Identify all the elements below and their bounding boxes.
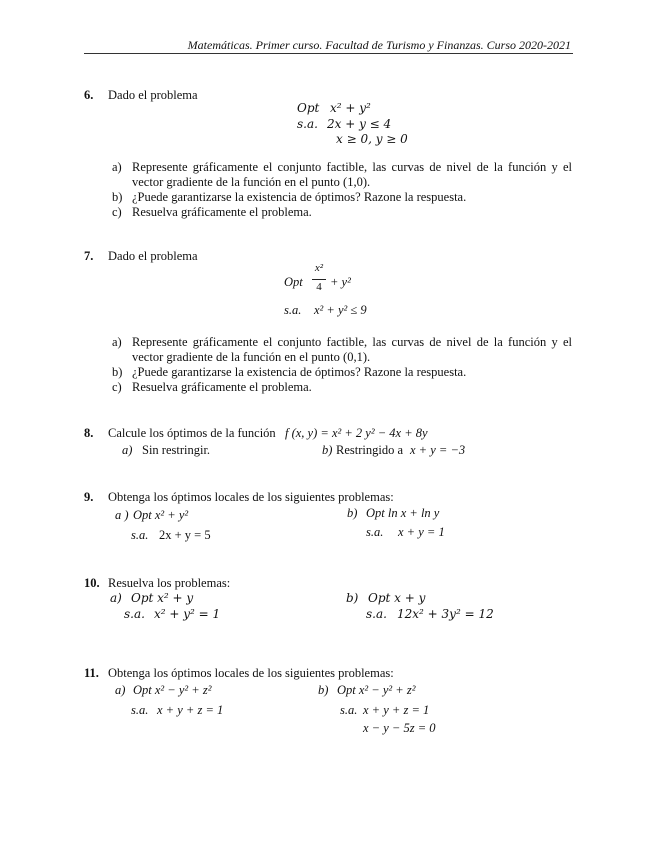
problem-8-a-label: a) — [122, 443, 133, 457]
problem-7-number: 7. — [84, 249, 94, 263]
problem-11-a-constraint: x + y + z = 1 — [157, 703, 224, 717]
problem-8-b-label: b) — [322, 443, 333, 457]
problem-9-number: 9. — [84, 490, 94, 504]
problem-7-item-a: a) Represente gráficamente el conjunto factible, las curvas de nivel de la función y el vector gradiente de la función en el punto (0,1). — [112, 335, 572, 364]
problem-9-b-constraint: x + y = 1 — [398, 525, 445, 539]
problem-11-number: 11. — [84, 666, 99, 680]
problem-9-a-constraint: 2x + y = 5 — [159, 528, 211, 542]
problem-7-sa-label: s.a. — [284, 303, 302, 317]
problem-11-b-sa-label: s.a. — [340, 703, 358, 717]
problem-10-a-constraint: x² + y² = 1 — [154, 607, 221, 621]
problem-6-opt-label: Opt — [297, 101, 320, 115]
problem-10-a-label: a) — [110, 591, 122, 605]
problem-9-a-objective: Opt x² + y² — [133, 508, 189, 522]
problem-8-function: f (x, y) = x² + 2 y² − 4x + 8y — [285, 426, 428, 440]
problem-10-b-objective: Opt x + y — [368, 591, 426, 605]
problem-6-constraint-1: 2x + y ≤ 4 — [327, 117, 392, 131]
problem-11-b-constraint-1: x + y + z = 1 — [363, 703, 430, 717]
problem-10-b-sa-label: s.a. — [366, 607, 387, 621]
problem-8-b-text: Restringido a — [336, 443, 404, 457]
problem-10-b-constraint: 12x² + 3y² = 12 — [397, 607, 494, 621]
problem-7-item-b: b) ¿Puede garantizarse la existencia de óptimos? Razone la respuesta. — [112, 365, 467, 379]
header-rule — [84, 53, 573, 54]
problem-9-b-label: b) — [347, 506, 358, 520]
problem-8-intro: Calcule los óptimos de la función — [108, 426, 276, 440]
page-header: Matemáticas. Primer curso. Facultad de Turismo y Finanzas. Curso 2020-2021 — [187, 38, 571, 52]
problem-8-number: 8. — [84, 426, 94, 440]
problem-7-frac-denominator: 4 — [316, 281, 322, 293]
problem-6-sa-label: s.a. — [297, 117, 318, 131]
problem-11-a-sa-label: s.a. — [131, 703, 149, 717]
problem-9-b-objective: Opt ln x + ln y — [366, 506, 440, 520]
problem-6-number: 6. — [84, 88, 94, 102]
problem-10-a-sa-label: s.a. — [124, 607, 145, 621]
problem-6-intro: Dado el problema — [108, 88, 198, 102]
problem-7-opt-label: Opt — [284, 275, 303, 289]
problem-10-a-objective: Opt x² + y — [131, 591, 194, 605]
problem-8-a-text: Sin restringir. — [142, 443, 211, 457]
problem-11-b-constraint-2: x − y − 5z = 0 — [363, 721, 436, 735]
problem-11-a-objective: Opt x² − y² + z² — [133, 683, 212, 697]
problem-11-intro: Obtenga los óptimos locales de los siguientes problemas: — [108, 666, 394, 680]
problem-9-a-label: a ) — [115, 508, 129, 522]
problem-11-b-label: b) — [318, 683, 329, 697]
problem-7-item-c: c) Resuelva gráficamente el problema. — [112, 380, 312, 394]
problem-9-b-sa-label: s.a. — [366, 525, 384, 539]
problem-10-intro: Resuelva los problemas: — [108, 576, 231, 590]
problem-10-number: 10. — [84, 576, 100, 590]
problem-7-intro: Dado el problema — [108, 249, 198, 263]
problem-8-b-constraint: x + y = −3 — [410, 443, 466, 457]
problem-7-objective-rest: + y² — [330, 275, 351, 289]
problem-6-constraint-2: x ≥ 0, y ≥ 0 — [336, 132, 408, 146]
problem-11-b-objective: Opt x² − y² + z² — [337, 683, 416, 697]
problem-11-a-label: a) — [115, 683, 126, 697]
problem-7-frac-numerator: x² — [314, 262, 324, 274]
problem-9-intro: Obtenga los óptimos locales de los siguientes problemas: — [108, 490, 394, 504]
problem-6-item-c: c) Resuelva gráficamente el problema. — [112, 205, 312, 219]
problem-6-item-a: a) Represente gráficamente el conjunto factible, las curvas de nivel de la función y el vector gradiente de la función en el punto (1,0). — [112, 160, 572, 189]
problem-6-objective: x² + y² — [330, 101, 371, 115]
problem-9-a-sa-label: s.a. — [131, 528, 149, 542]
problem-7-constraint: x² + y² ≤ 9 — [314, 303, 367, 317]
problem-6-item-b: b) ¿Puede garantizarse la existencia de óptimos? Razone la respuesta. — [112, 190, 467, 204]
problem-7-frac-line — [312, 279, 326, 280]
problem-10-b-label: b) — [346, 591, 359, 605]
